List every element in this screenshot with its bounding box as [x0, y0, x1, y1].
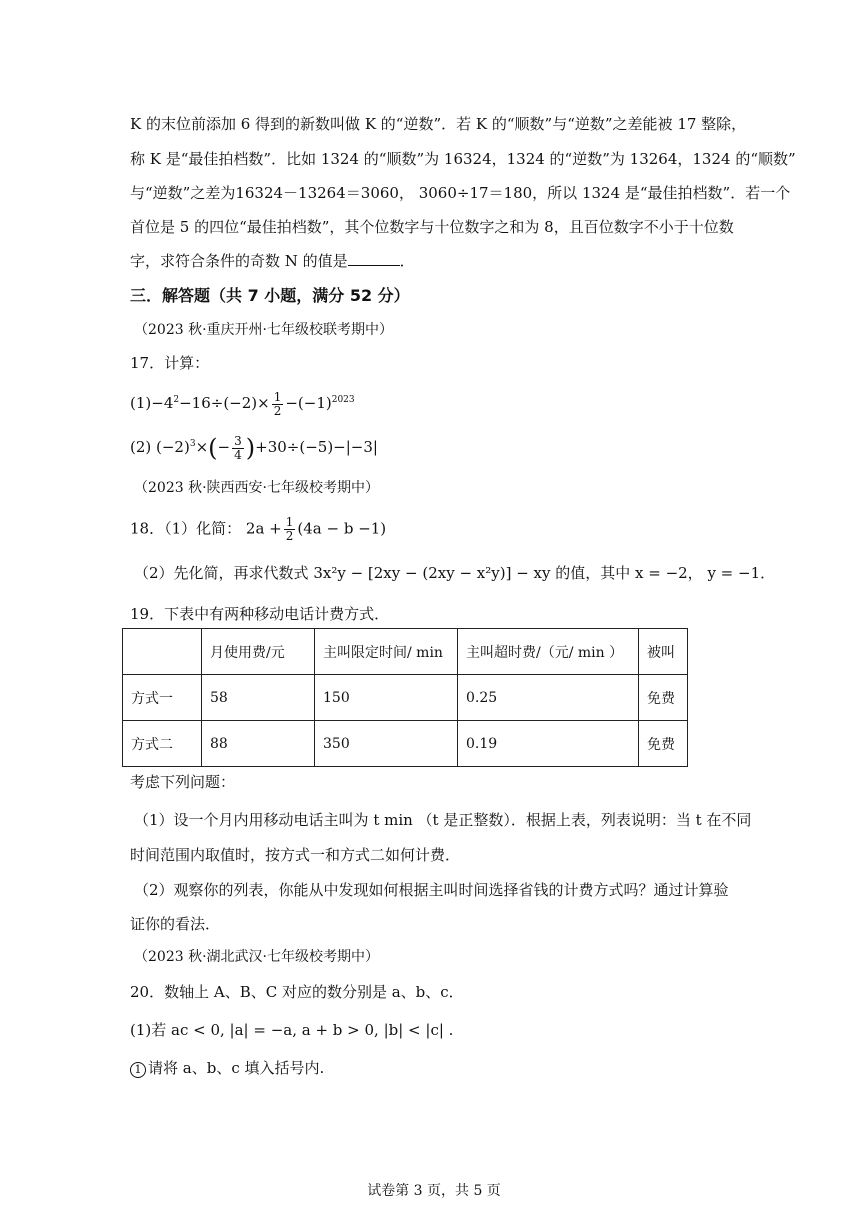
table-cell: 58: [202, 675, 315, 721]
answer-blank: [348, 251, 400, 266]
q16-line-3: 与“逆数”之差为16324－13264＝3060， 3060÷17＝180，所以 1324 是“最佳拍档数”．若一个: [130, 184, 791, 202]
q16-line-5-text: 字，求符合条件的奇数 N 的值是: [130, 252, 348, 270]
table-cell: 方式二: [123, 721, 202, 767]
q19-p2-line-2: 证你的看法．: [130, 915, 221, 933]
q16-line-1: K 的末位前添加 6 得到的新数叫做 K 的“逆数”．若 K 的“顺数”与“逆数”之差能被 17 整除，: [130, 115, 747, 133]
q17-p1-exp2: 2023: [331, 395, 355, 405]
table-header-cell: [123, 629, 202, 675]
table-cell: 88: [202, 721, 315, 767]
table-cell: 免费: [639, 675, 688, 721]
section-title: 三．解答题（共 7 小题，满分 52 分）: [130, 286, 410, 305]
q20-part-1: (1)若 ac < 0, |a| = −a, a + b > 0, |b| < |c| .: [130, 1021, 454, 1039]
table-cell: 150: [315, 675, 458, 721]
circled-number: 1: [130, 1062, 146, 1078]
q18-p1-num: 1: [285, 515, 294, 529]
q17-p1-den: 2: [273, 403, 282, 418]
q18-p1-den: 2: [285, 529, 294, 543]
table-cell: 免费: [639, 721, 688, 767]
q17-p1-num: 1: [273, 389, 282, 404]
table-row: [123, 675, 688, 721]
q17-stem: 17．计算：: [130, 354, 210, 372]
q19-p1-line-2: 时间范围内取值时，按方式一和方式二如何计费．: [130, 846, 461, 864]
page-footer: 试卷第 3 页，共 5 页: [367, 1183, 501, 1199]
fee-table: [122, 628, 688, 767]
q16-line-5-end: ．: [399, 252, 415, 270]
q18-p1-b: (4a − b −1): [297, 519, 387, 538]
q18-part-2: （2）先化简，再求代数式 3x²y − [2xy − (2xy − x²y)] − xy 的值，其中 x = −2， y = −1．: [134, 564, 776, 582]
q17-p1-fraction: [272, 391, 284, 418]
table-header-row: [123, 629, 688, 675]
source-note-3: （2023 秋·湖北武汉·七年级校考期中）: [134, 949, 379, 965]
table-row: [123, 721, 688, 767]
q17-p2-d: +30÷(−5)−|−3|: [255, 438, 378, 456]
q17-p2-den: 4: [234, 447, 242, 462]
table-cell: 方式一: [123, 675, 202, 721]
q17-p2-a: (2) (−2): [130, 438, 190, 456]
table-cell: 0.19: [458, 721, 639, 767]
q19-consider: 考虑下列问题：: [130, 773, 236, 791]
table-header-cell: 被叫: [639, 629, 688, 675]
q17-p1-exp: 2: [173, 395, 180, 405]
q17-part-1: [130, 390, 355, 418]
q20-sub-1: [130, 1058, 324, 1078]
source-note-1: （2023 秋·重庆开州·七年级校联考期中）: [134, 322, 393, 338]
table-header-cell: 主叫超时费/（元/ min ）: [458, 629, 639, 675]
q16-line-4: 首位是 5 的四位“最佳拍档数”，其个位数字与十位数字之和为 8，且百位数字不小于十位数: [130, 218, 734, 236]
q19-p2-line-1: （2）观察你的列表，你能从中发现如何根据主叫时间选择省钱的计费方式吗？通过计算验: [134, 881, 729, 899]
q18-p1-a: 18．（1）化简： 2a +: [130, 519, 282, 538]
q18-part-1: [130, 516, 386, 543]
table-header-cell: 主叫限定时间/ min: [315, 629, 458, 675]
source-note-2: （2023 秋·陕西西安·七年级校考期中）: [134, 480, 379, 496]
q19-p1-line-1: （1）设一个月内用移动电话主叫为 t min （t 是正整数）．根据上表，列表说明：当 t 在不同: [134, 811, 752, 829]
q16-line-2: 称 K 是“最佳拍档数”．比如 1324 的“顺数”为 16324，1324 的“逆数”为 13264，1324 的“顺数”: [130, 150, 796, 168]
q20-sub-1-text: 请将 a、b、c 填入括号内.: [148, 1059, 325, 1077]
table-cell: 0.25: [458, 675, 639, 721]
q17-p2-c: ×: [195, 438, 209, 456]
q17-p2-fraction: [232, 435, 244, 462]
q18-p1-fraction: [284, 516, 296, 543]
q17-p2-exp: 3: [189, 439, 196, 449]
q19-stem: 19．下表中有两种移动电话计费方式．: [130, 605, 390, 623]
q17-p1-d: −(−1): [285, 394, 332, 412]
q17-part-2: (2) $(-2)^3\times(-$ $\frac{3}{4}$ )+30÷(−5)−|−3|: [130, 433, 378, 462]
q17-p2-num: 3: [234, 433, 242, 448]
q17-p1-a: (1)−4: [130, 394, 174, 412]
table-header-cell: 月使用费/元: [202, 629, 315, 675]
q20-stem: 20．数轴上 A、B、C 对应的数分别是 a、b、c．: [130, 983, 464, 1001]
table-cell: 350: [315, 721, 458, 767]
q17-p1-c: −16÷(−2)×: [179, 394, 270, 412]
q16-line-5: [130, 251, 415, 271]
